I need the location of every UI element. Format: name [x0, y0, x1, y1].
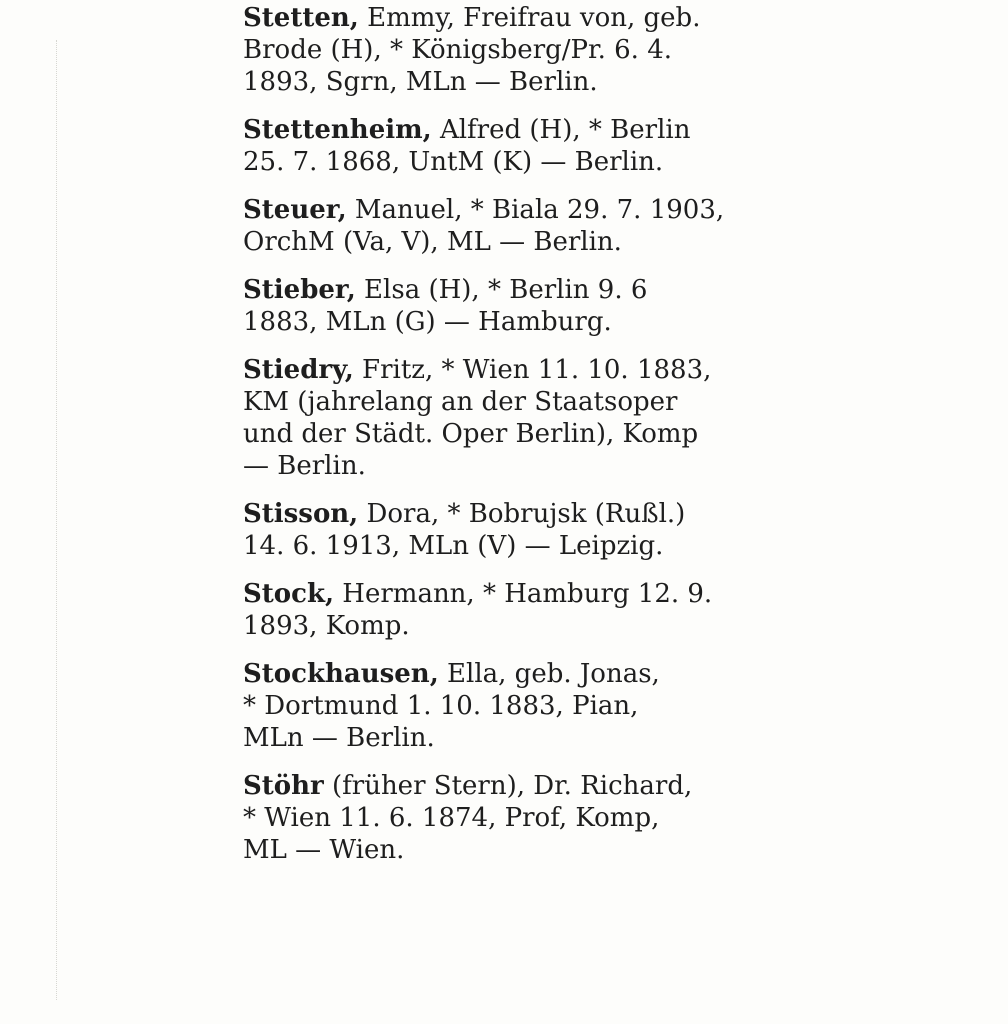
- entry-line: Stisson, Dora, * Bobrujsk (Rußl.): [243, 499, 686, 529]
- entry-line: Stiedry, Fritz, * Wien 11. 10. 1883,: [243, 355, 712, 385]
- entry-line: * Wien 11. 6. 1874, Prof, Komp,: [243, 803, 660, 833]
- entry-line: 25. 7. 1868, UntM (K) — Berlin.: [243, 147, 664, 177]
- entry-line: 1883, MLn (G) — Hamburg.: [243, 307, 612, 337]
- scan-margin-mark: [56, 40, 58, 1000]
- entry-line: ML — Wien.: [243, 835, 405, 865]
- entry-line: Steuer, Manuel, * Biala 29. 7. 1903,: [243, 195, 725, 225]
- entry-line: OrchM (Va, V), ML — Berlin.: [243, 227, 622, 257]
- entry-line: Stockhausen, Ella, geb. Jonas,: [243, 659, 660, 689]
- entry-line: — Berlin.: [243, 451, 366, 481]
- entry-line: 14. 6. 1913, MLn (V) — Leipzig.: [243, 531, 664, 561]
- entry-line: Stöhr (früher Stern), Dr. Richard,: [243, 771, 693, 801]
- entry-line: KM (jahrelang an der Staatsoper: [243, 387, 678, 417]
- entry-line: Stetten, Emmy, Freifrau von, geb.: [243, 3, 701, 33]
- entry-line: * Dortmund 1. 10. 1883, Pian,: [243, 691, 639, 721]
- entry-line: 1893, Sgrn, MLn — Berlin.: [243, 67, 598, 97]
- entry-line: Brode (H), * Königsberg/Pr. 6. 4.: [243, 35, 672, 65]
- entry-line: Stock, Hermann, * Hamburg 12. 9.: [243, 579, 713, 609]
- entry-line: Stettenheim, Alfred (H), * Berlin: [243, 115, 691, 145]
- entry-line: Stieber, Elsa (H), * Berlin 9. 6: [243, 275, 648, 305]
- entry-line: 1893, Komp.: [243, 611, 410, 641]
- entry-line: MLn — Berlin.: [243, 723, 435, 753]
- entry-line: und der Städt. Oper Berlin), Komp: [243, 419, 699, 449]
